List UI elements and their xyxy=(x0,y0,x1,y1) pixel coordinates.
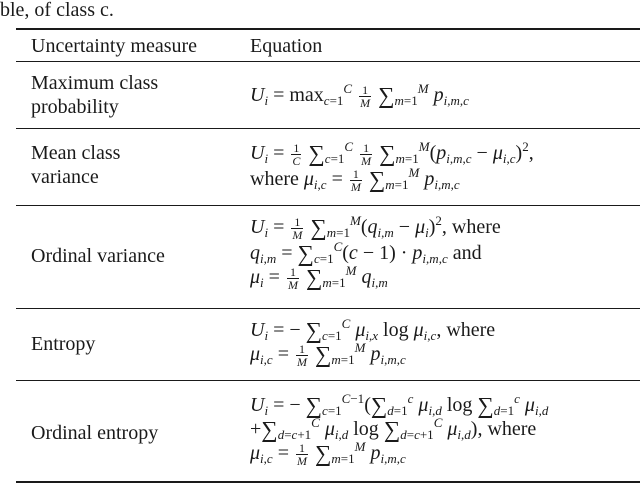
row-name-entropy: Entropy xyxy=(31,333,96,355)
row-name-maximum-class-probability: Maximum class probability xyxy=(31,72,159,118)
row-name-mean-class-variance: Mean class variance xyxy=(31,142,121,188)
table-caption: ble, of class c. xyxy=(0,0,114,21)
bottom-rule xyxy=(16,481,640,483)
equation-ordinal-entropy: $U_i$ = − $\sum_{c=1}^{C-1}(\sum_{d=1}^c$ $\mu_{i,d}$ $\log \sum_{d=1}^c$ $\mu_{i,d}$ $+\sum_{d=c+1}^C$ $\mu_{i,d}$ $\log \sum_{d=c+1}^C$ $\mu_{i,d}$), where $\mu_{i,c}$ = $\frac{1}{M}$ $\sum_{m=1}^M$ $p_{i,m,c}$ xyxy=(250,391,549,468)
equation-entropy: $U_i$ = − $\sum_{c=1}^C$ $\mu_{i,x}$ $\log \mu_{i,c}$, where $\mu_{i,c}$ = $\frac{1}{M}$ $\sum_{m=1}^M$ $p_{i,m,c}$ xyxy=(250,316,496,369)
row-rule-3 xyxy=(16,308,640,309)
row-rule-4 xyxy=(16,380,640,381)
header-equation: Equation xyxy=(250,35,323,57)
equation-ordinal-variance: $U_i$ = $\frac{1}{M}$ $\sum_{m=1}^M(q_{i,m} - \mu_i)^2$, where $q_{i,m} = \sum_{c=1}^C(c - 1) \cdot p_{i,m,c}$ and $\mu_i$ = $\frac{1}{M}$ $\sum_{m=1}^M$ $q_{i,m}$ xyxy=(250,213,501,292)
top-rule xyxy=(16,28,640,30)
header-rule xyxy=(16,61,640,62)
equation-maximum-class-probability: $U_i = \max_{c=1}^C$ $\frac{1}{M}$ $\sum_{m=1}^M$ $p_{i,m,c}$ xyxy=(250,81,469,110)
header-uncertainty-measure: Uncertainty measure xyxy=(31,35,198,57)
row-name-ordinal-variance: Ordinal variance xyxy=(31,245,165,267)
equation-mean-class-variance: $U_i$ = $\frac{1}{C}$ $\sum_{c=1}^C$ $\frac{1}{M}$ $\sum_{m=1}^M(p_{i,m,c} - \mu_{i,c})^2$, where $\mu_{i,c}$ = $\frac{1}{M}$ $\sum_{m=1}^M$ $p_{i,m,c}$ xyxy=(250,139,534,194)
row-rule-2 xyxy=(16,205,640,206)
row-rule-1 xyxy=(16,128,640,129)
row-name-ordinal-entropy: Ordinal entropy xyxy=(31,422,159,444)
